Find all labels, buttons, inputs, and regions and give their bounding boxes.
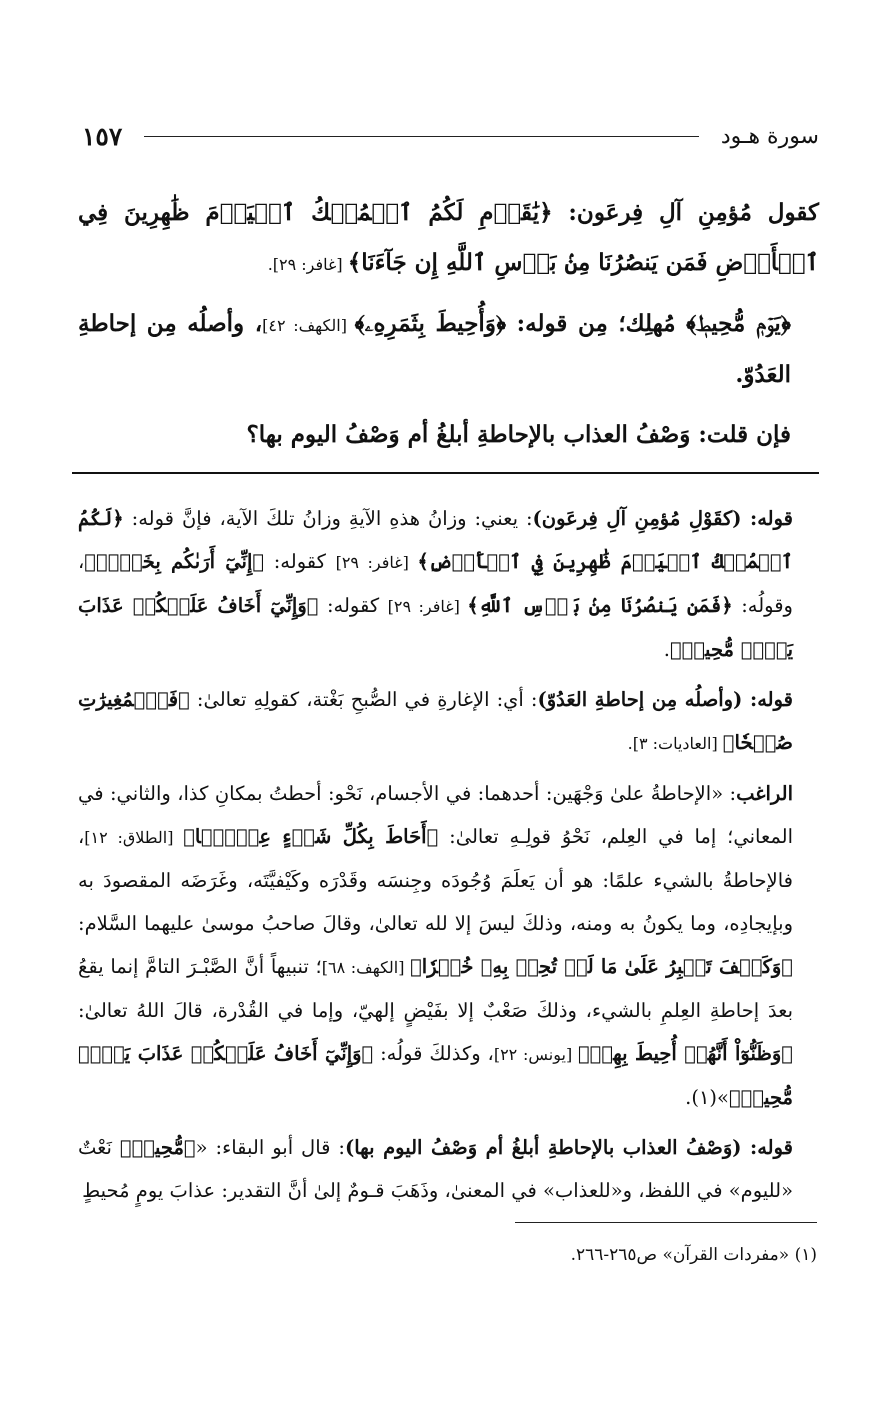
explanation-text: مُهلِك؛ مِن قوله: <box>506 310 687 337</box>
quran-verse: ﴿أَحَاطَ بِكُلِّ شَيۡءٍ عِلۡمَۢا﴾ <box>183 825 439 848</box>
page-header <box>82 118 819 154</box>
explanation-text: ، وأصلُه مِن إحاطةِ العَدُوّ. <box>78 310 791 388</box>
quran-verse: ﴿وَإِنِّيٓ أَخَافُ عَلَيۡكُمۡ عَذَابَ يَوۡمٖ مُّحِيطٖ﴾ <box>78 594 793 661</box>
commentary-text: . <box>663 638 670 661</box>
verse-reference: [الكهف: ٦٨] <box>321 958 411 977</box>
quran-verse: ﴿وَكَيۡفَ تَصۡبِرُ عَلَىٰ مَا لَمۡ تُحِطۡ بِهِۦ خُبۡرٗا﴾ <box>410 955 793 978</box>
footnote: (١) «مفردات القرآن» ص٢٦٥-٢٦٦. <box>570 1245 817 1265</box>
commentary-paragraph-2 <box>78 678 819 765</box>
commentary-text: : قال أبو البقاء: « <box>195 1136 345 1159</box>
commentary-text: كقوله: <box>264 550 336 573</box>
verse-reference: [غافر: ٢٩]. <box>267 255 348 274</box>
commentary-text: ، وقولُه: <box>78 550 793 617</box>
header-rule <box>144 136 699 137</box>
quran-verse: ﴿يَوۡمٖ مُّحِيطٖ﴾ <box>686 310 791 337</box>
main-question: فإن قلت: وَصْفُ العذاب بالإحاطةِ أبلغُ أم وَصْفُ اليوم بها؟ <box>246 421 791 448</box>
quran-verse: ﴿إِنِّيٓ أَرَىٰكُم بِخَيۡرٖ﴾ <box>84 550 265 573</box>
surah-title: سورة هـود <box>720 123 819 149</box>
main-text <box>78 188 819 469</box>
quran-verse: ﴿فَٱلۡمُغِيرَٰتِ صُبۡحٗا﴾ <box>78 688 793 754</box>
commentary-text: ، وكذلكَ قولُه: <box>373 1042 494 1065</box>
footnote-marker: »(١). <box>685 1086 729 1109</box>
commentary-text: كقوله: <box>318 594 388 617</box>
commentary-lemma: قوله: (وَصْفُ العذاب بالإحاطةِ أبلغُ أم وَصْفُ اليوم بها) <box>344 1136 793 1159</box>
commentary-text: ؛ تنبيهاً أنَّ الصَّبْـرَ التامَّ إنما يقعُ بعدَ إحاطةِ العِلمِ بالشيء، وذلكَ صَعْبٌ إلا بفَيْضٍ إلهيّ، وإما في القُدْرة، قالَ اللهُ تعالىٰ: <box>78 955 793 1022</box>
verse-reference: [الكهف: ٤٢] <box>262 316 355 335</box>
commentary-text: : أي: الإغارةِ في الصُّبحِ بَغْتة، كقولِهِ تعالىٰ: <box>189 688 538 711</box>
main-paragraph-1 <box>78 188 819 289</box>
main-paragraph-2 <box>78 299 819 400</box>
quran-verse: ﴿فَمَن يَنصُرُنَا مِنۢ بَأۡسِ ٱللَّهِ﴾ <box>467 594 733 617</box>
commentary-lemma: الراغب <box>736 782 793 805</box>
page-number: ١٥٧ <box>82 121 123 151</box>
verse-reference: [يونس: ٢٢] <box>493 1045 578 1064</box>
quran-verse: ﴿يَٰقَوۡمِ لَكُمُ ٱلۡمُلۡكُ ٱلۡيَوۡمَ ظَٰهِرِينَ فِي ٱلۡأَرۡضِ فَمَن يَنصُرُنَا مِنۢ بَأۡسِ ٱللَّهِ إِن جَآءَنَا﴾ <box>78 199 819 276</box>
verse-reference: [غافر: ٢٩] <box>387 597 468 616</box>
commentary-paragraph-3 <box>78 772 819 1119</box>
footnote-rule <box>515 1222 817 1223</box>
verse-reference: [غافر: ٢٩] <box>335 553 418 572</box>
commentary-lemma: قوله: (وأصلُه مِن إحاطةِ العَدُوّ) <box>537 688 793 711</box>
quran-verse: ﴿وَظَنُّوٓاْ أَنَّهُمۡ أُحِيطَ بِهِمۡ﴾ <box>577 1042 793 1065</box>
commentary-paragraph-1 <box>78 497 819 671</box>
quote-intro: كقول مُؤمِنِ آلِ فِرعَون: <box>552 199 819 226</box>
commentary-lemma: قوله: (كقَوْلِ مُؤمِنِ آلِ فِرعَون) <box>532 507 793 530</box>
section-divider <box>72 472 819 474</box>
commentary-text: ، فالإحاطةُ بالشيء علمًا: هو أن يَعلَمَ وُجُودَه وجِنسَه وقَدْرَه وكَيْفيَّتَه، وغَرَضَه المقصودَ به وبإيجادِه، وما يكونُ به ومنه، وذلكَ ليسَ إلا لله تعالىٰ، وقالَ صاحبُ موسىٰ عليهما السَّلام: <box>78 825 793 935</box>
commentary-text: : «الإحاطةُ علىٰ وَجْهَين: أحدهما: في الأجسام، نَحْو: أحطتُ بمكانِ كذا، والثاني: في المعاني؛ إما في العِلم، نَحْوُ قولِـهِ تعالىٰ: <box>78 782 793 848</box>
quran-verse: ﴿لَكُمُ ٱلۡمُلۡكُ ٱلۡيَوۡمَ ظَٰهِرِينَ فِي ٱلۡأَرۡضِ﴾ <box>78 507 793 573</box>
quran-verse: ﴿وَأُحِيطَ بِثَمَرِهِۦ﴾ <box>354 310 507 337</box>
verse-reference: [العاديات: ٣]. <box>627 734 723 753</box>
commentary-paragraph-4 <box>78 1126 819 1212</box>
commentary-section <box>78 497 819 1219</box>
quran-verse: ﴿مُّحِيطٖ﴾ <box>119 1136 196 1159</box>
quran-verse: ﴿وَإِنِّيٓ أَخَافُ عَلَيۡكُمۡ عَذَابَ يَوۡمٖ مُّحِيطٖ﴾ <box>78 1042 793 1109</box>
commentary-text: نَعْتٌ «لليوم» في اللفظ، و«للعذاب» في المعنىٰ، وذَهَبَ قـومٌ إلىٰ أنَّ التقدير: عذابَ يومٍ مُحيطٍ <box>78 1136 793 1202</box>
commentary-text: : يعني: وزانُ هذهِ الآيةِ وزانُ تلكَ الآية، فإنَّ قوله: <box>123 507 533 530</box>
verse-reference: [الطلاق: ١٢] <box>84 828 184 847</box>
